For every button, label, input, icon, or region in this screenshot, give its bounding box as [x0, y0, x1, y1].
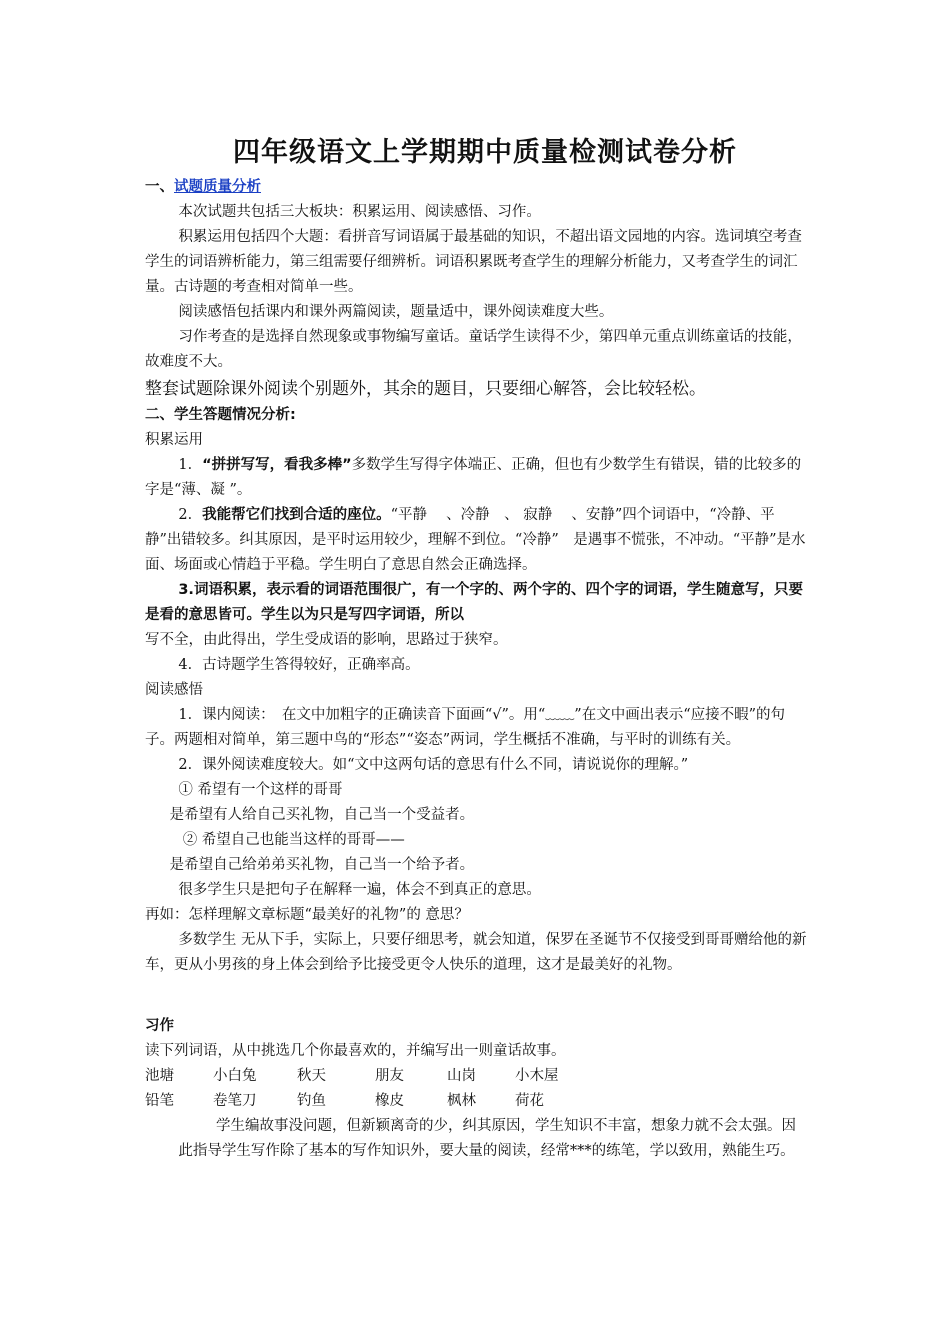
section-3-heading: 习作	[145, 1018, 174, 1034]
section-2-heading: 二、学生答题情况分析:	[145, 407, 296, 423]
word: 小白兔	[213, 1068, 257, 1084]
spacer	[145, 978, 810, 1014]
word: 橡皮	[375, 1093, 404, 1109]
subheading-accumulation: 积累运用	[145, 432, 203, 448]
reading-option-b: ② 希望自己也能当这样的哥哥——	[182, 832, 405, 848]
paragraph: 习作考查的是选择自然现象或事物编写童话。童话学生读得不少，第四单元重点训练童话的技能，故难度不大。	[145, 329, 802, 370]
word: 枫林	[447, 1093, 476, 1109]
summary-paragraph: 整套试题除课外阅读个别题外，其余的题目，只要细心解答，会比较轻松。	[145, 379, 706, 399]
item-3-continued: 写不全，由此得出，学生受成语的影响，思路过于狭窄。	[145, 632, 508, 648]
word: 朋友	[375, 1068, 404, 1084]
item-3: 3.词语积累，表示看的词语范围很广，有一个字的、两个字的、四个字的词语，学生随意写，只要是看的意思皆可。学生以为只是写四字词语，所以	[145, 582, 803, 623]
writing-summary: 学生编故事没问题，但新颖离奇的少，纠其原因，学生知识不丰富，想象力就不会太强。因此指导学生写作除了基本的写作知识外，要大量的阅读，经常***的练笔，学以致用，熟能生巧。	[178, 1118, 797, 1159]
word-row-1	[145, 1064, 810, 1089]
word: 铅笔	[145, 1093, 174, 1109]
word: 卷笔刀	[213, 1093, 257, 1109]
writing-prompt: 读下列词语，从中挑选几个你最喜欢的，并编写出一则童话故事。	[145, 1043, 566, 1059]
item-1: 1．“拼拼写写，看我多棒”多数学生写得字体端正、正确，但也有少数学生有错误，错的比较多的字是“薄、凝 ”。	[145, 457, 802, 498]
reading-note: 很多学生只是把句子在解释一遍，体会不到真正的意思。	[178, 882, 541, 898]
document-body	[145, 175, 810, 1164]
page-title: 四年级语文上学期期中质量检测试卷分析	[233, 137, 737, 168]
word: 山岗	[447, 1068, 476, 1084]
reading-item-2: 2．课外阅读难度较大。如“文中这两句话的意思有什么不同，请说说你的理解。”	[178, 757, 689, 773]
paragraph: 积累运用包括四个大题：看拼音写词语属于最基础的知识，不超出语文园地的内容。选词填空考查学生的词语辨析能力，第三组需要仔细辨析。词语积累既考查学生的理解分析能力，又考查学生的词汇量。古诗题的考查相对简单一些。	[145, 229, 802, 295]
reading-answer-a: 是希望有人给自己买礼物，自己当一个受益者。	[169, 807, 475, 823]
reading-item-3: 再如：怎样理解文章标题“最美好的礼物”的 意思？	[145, 907, 469, 923]
word-row-2	[145, 1089, 810, 1114]
item-4: 4．古诗题学生答得较好，正确率高。	[178, 657, 420, 673]
reading-answer-b: 是希望自己给弟弟买礼物，自己当一个给予者。	[169, 857, 475, 873]
section-1-link[interactable]: 试题质量分析	[174, 179, 261, 195]
word: 秋天	[297, 1068, 326, 1084]
section-1-heading	[145, 175, 810, 200]
paragraph: 本次试题共包括三大板块：积累运用、阅读感悟、习作。	[178, 204, 541, 220]
section-number: 一、	[145, 179, 174, 195]
word: 池塘	[145, 1068, 174, 1084]
item-2: 2．我能帮它们找到合适的座位。“平静 、冷静 、 寂静 、安静”四个词语中，“冷静、平静”出错较多。纠其原因，是平时运用较少，理解不到位。“冷静” 是遇事不慌张，不冲动。“平静”是水面、场面或心情趋于平稳。学生明白了意思自然会正确选择。	[145, 507, 806, 573]
word: 小木屋	[515, 1068, 559, 1084]
subheading-reading: 阅读感悟	[145, 682, 203, 698]
reading-answer-3: 多数学生 无从下手，实际上，只要仔细思考，就会知道，保罗在圣诞节不仅接受到哥哥赠给他的新车，更从小男孩的身上体会到给予比接受更令人快乐的道理，这才是最美好的礼物。	[145, 932, 807, 973]
reading-option-a: ① 希望有一个这样的哥哥	[178, 782, 343, 798]
paragraph: 阅读感悟包括课内和课外两篇阅读，题量适中，课外阅读难度大些。	[178, 304, 614, 320]
word: 钓鱼	[297, 1093, 326, 1109]
word: 荷花	[515, 1093, 544, 1109]
reading-item-1: 1．课内阅读： 在文中加粗字的正确读音下面画“√”。用“﹏﹏”在文中画出表示“应接不暇”的句子。两题相对简单，第三题中鸟的“形态”“姿态”两词，学生概括不准确，与平时的训练有关。	[145, 707, 786, 748]
